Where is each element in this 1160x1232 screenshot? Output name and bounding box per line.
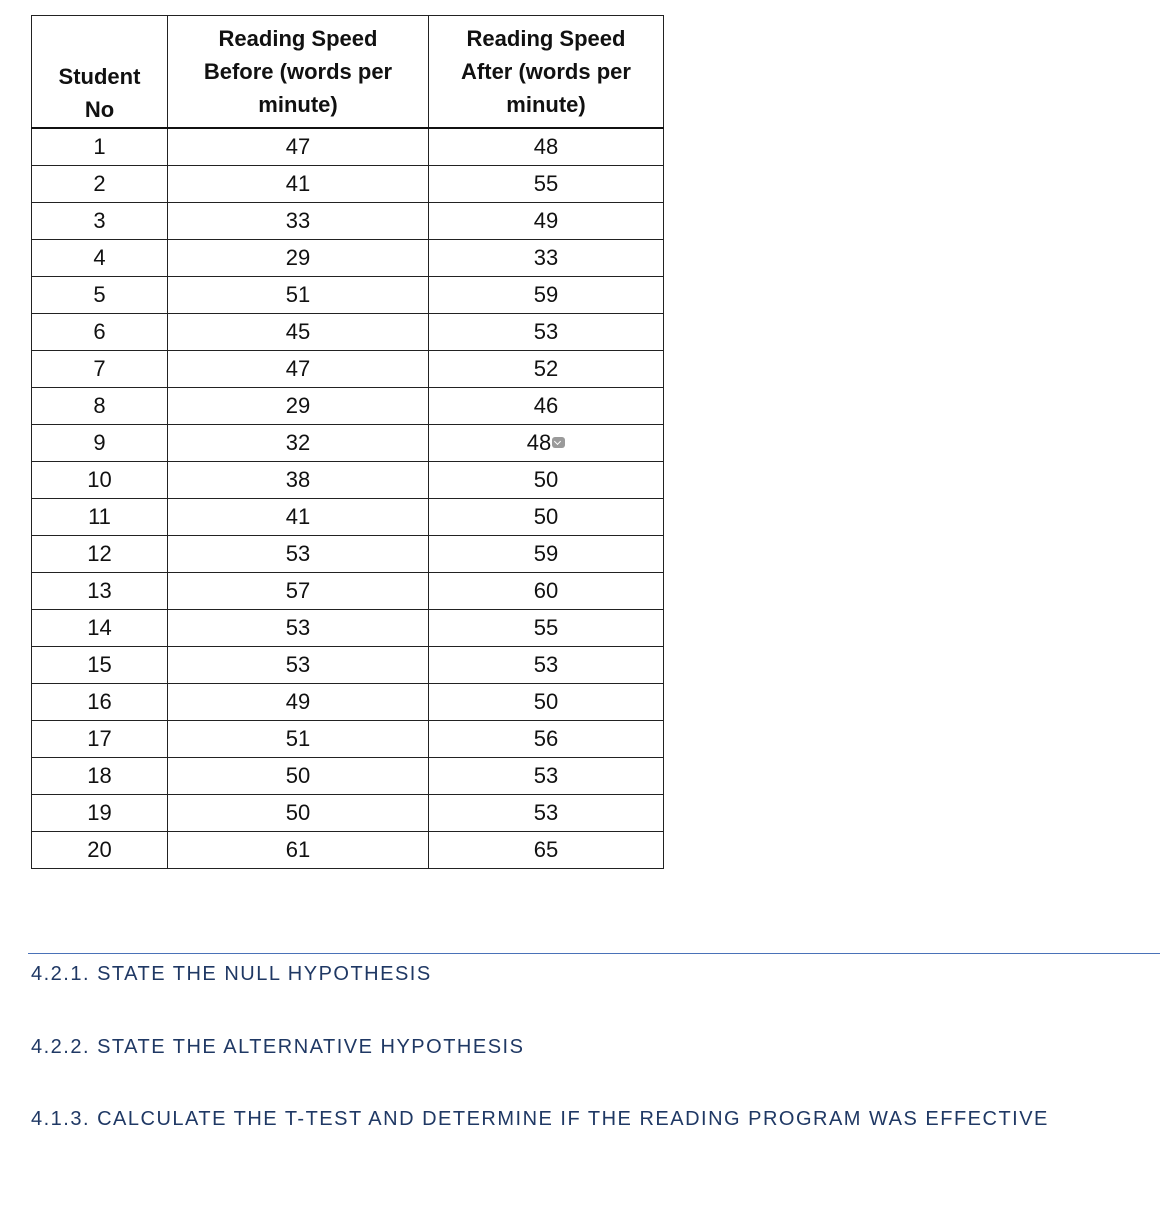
cell-student-no: 2 <box>32 166 168 203</box>
cell-before: 51 <box>168 721 429 758</box>
table-row <box>32 795 664 832</box>
cell-student-no: 16 <box>32 684 168 721</box>
header-student-no: Student No <box>32 16 168 129</box>
cell-after: 33 <box>429 240 664 277</box>
header-reading-speed-after: Reading Speed After (words per minute) <box>429 16 664 129</box>
cell-before: 57 <box>168 573 429 610</box>
cell-before: 51 <box>168 277 429 314</box>
table-row <box>32 240 664 277</box>
table-row <box>32 203 664 240</box>
cell-student-no: 6 <box>32 314 168 351</box>
cell-before: 53 <box>168 610 429 647</box>
cell-before: 41 <box>168 499 429 536</box>
table-row <box>32 388 664 425</box>
cell-student-no: 7 <box>32 351 168 388</box>
table-body <box>32 128 664 869</box>
cell-after: 48 <box>429 425 664 462</box>
table-row <box>32 573 664 610</box>
table-row <box>32 128 664 166</box>
cell-before: 29 <box>168 240 429 277</box>
cell-after: 50 <box>429 684 664 721</box>
cell-student-no: 9 <box>32 425 168 462</box>
cell-student-no: 13 <box>32 573 168 610</box>
cell-student-no: 5 <box>32 277 168 314</box>
cell-student-no: 19 <box>32 795 168 832</box>
cell-before: 53 <box>168 647 429 684</box>
table-row <box>32 277 664 314</box>
question-null-hypothesis: 4.2.1. STATE THE NULL HYPOTHESIS <box>31 963 432 985</box>
cell-after: 48 <box>429 128 664 166</box>
cell-after: 59 <box>429 277 664 314</box>
cell-after: 49 <box>429 203 664 240</box>
cell-student-no: 11 <box>32 499 168 536</box>
table-row <box>32 832 664 869</box>
cell-after: 53 <box>429 314 664 351</box>
cell-after: 56 <box>429 721 664 758</box>
table-header-row <box>32 16 664 129</box>
table-row <box>32 351 664 388</box>
table-row <box>32 684 664 721</box>
cell-after: 52 <box>429 351 664 388</box>
cell-after: 50 <box>429 462 664 499</box>
cell-after: 46 <box>429 388 664 425</box>
question-alternative-hypothesis: 4.2.2. STATE THE ALTERNATIVE HYPOTHESIS <box>31 1036 525 1058</box>
cell-before: 41 <box>168 166 429 203</box>
cell-before: 38 <box>168 462 429 499</box>
table-row <box>32 314 664 351</box>
table-row <box>32 462 664 499</box>
table-row <box>32 425 664 462</box>
dropdown-arrow-icon[interactable] <box>552 437 565 448</box>
cell-before: 47 <box>168 351 429 388</box>
cell-after: 60 <box>429 573 664 610</box>
table-row <box>32 166 664 203</box>
cell-student-no: 10 <box>32 462 168 499</box>
question-t-test: 4.1.3. CALCULATE THE T-TEST AND DETERMINE IF THE READING PROGRAM WAS EFFECTIVE <box>31 1108 1049 1130</box>
cell-before: 53 <box>168 536 429 573</box>
cell-after: 55 <box>429 166 664 203</box>
cell-before: 29 <box>168 388 429 425</box>
header-reading-speed-before: Reading Speed Before (words per minute) <box>168 16 429 129</box>
table-row <box>32 610 664 647</box>
table-row <box>32 758 664 795</box>
reading-speed-table <box>31 15 664 869</box>
cell-student-no: 3 <box>32 203 168 240</box>
cell-before: 33 <box>168 203 429 240</box>
cell-before: 50 <box>168 795 429 832</box>
cell-student-no: 18 <box>32 758 168 795</box>
cell-before: 32 <box>168 425 429 462</box>
cell-after: 50 <box>429 499 664 536</box>
cell-after: 53 <box>429 647 664 684</box>
cell-before: 47 <box>168 128 429 166</box>
table-row <box>32 647 664 684</box>
cell-after: 53 <box>429 758 664 795</box>
cell-student-no: 14 <box>32 610 168 647</box>
cell-student-no: 8 <box>32 388 168 425</box>
cell-student-no: 12 <box>32 536 168 573</box>
cell-before: 50 <box>168 758 429 795</box>
cell-student-no: 15 <box>32 647 168 684</box>
cell-before: 49 <box>168 684 429 721</box>
cell-after: 53 <box>429 795 664 832</box>
cell-before: 45 <box>168 314 429 351</box>
cell-before: 61 <box>168 832 429 869</box>
table-row <box>32 721 664 758</box>
cell-after: 59 <box>429 536 664 573</box>
cell-student-no: 4 <box>32 240 168 277</box>
section-divider <box>28 953 1160 954</box>
cell-student-no: 17 <box>32 721 168 758</box>
cell-student-no: 20 <box>32 832 168 869</box>
cell-after: 55 <box>429 610 664 647</box>
table-row <box>32 499 664 536</box>
cell-after: 65 <box>429 832 664 869</box>
cell-student-no: 1 <box>32 128 168 166</box>
table-row <box>32 536 664 573</box>
